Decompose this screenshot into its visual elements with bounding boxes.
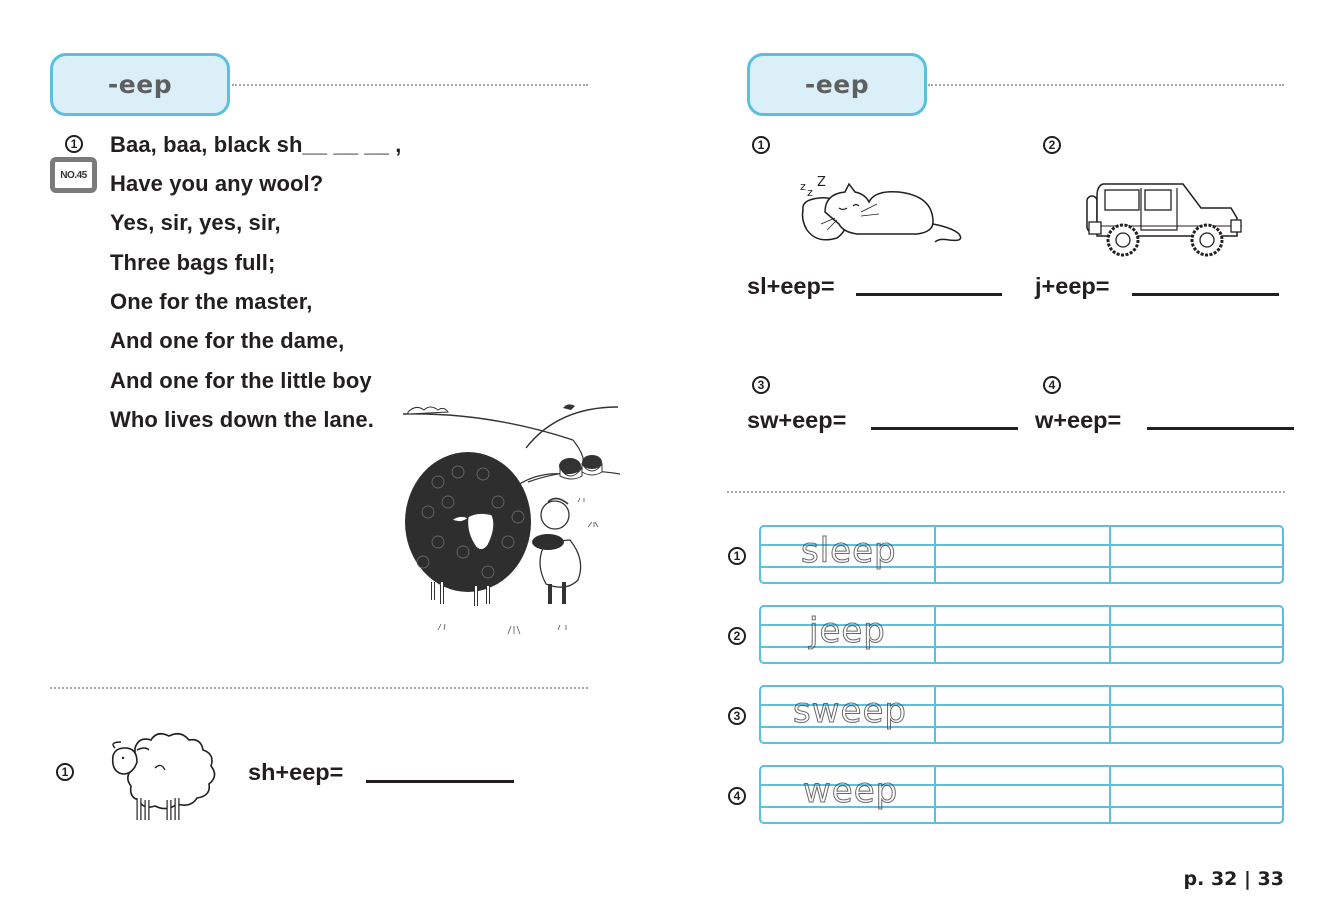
svg-text:Z: Z	[817, 175, 826, 190]
cell-divider	[1109, 687, 1111, 742]
answer-blank[interactable]	[1132, 293, 1279, 296]
cell-divider	[934, 687, 936, 742]
exercise-number: 1	[752, 136, 770, 154]
cell-divider	[1109, 607, 1111, 662]
poem-number: 1	[65, 135, 83, 153]
cell-divider	[934, 767, 936, 822]
exercise-number: 2	[1043, 136, 1061, 154]
poem-line: And one for the dame,	[110, 328, 345, 353]
poem-line: One for the master,	[110, 289, 313, 314]
tracing-number: 1	[728, 547, 746, 565]
jeep-icon	[1083, 180, 1248, 265]
tracing-grid[interactable]	[759, 525, 1284, 584]
exercise-number: 3	[752, 376, 770, 394]
page-numbers: p. 32 | 33	[1183, 868, 1284, 890]
track-badge: NO.45	[50, 157, 97, 193]
exercise-number: 4	[1043, 376, 1061, 394]
cell-divider	[1109, 767, 1111, 822]
exercise-number: 1	[56, 763, 74, 781]
tracing-number: 2	[728, 627, 746, 645]
svg-text:z: z	[800, 180, 806, 193]
phonics-tag: -eep	[747, 53, 927, 116]
exercise-equation: sh+eep=	[248, 759, 344, 785]
exercise-equation: w+eep=	[1035, 407, 1122, 433]
cell-divider	[934, 527, 936, 582]
answer-blank[interactable]	[1147, 427, 1294, 430]
sheep-icon	[105, 728, 225, 828]
trace-word: weep	[803, 771, 899, 811]
black-sheep-illustration-icon	[398, 402, 620, 647]
tracing-grid[interactable]	[759, 605, 1284, 664]
answer-blank[interactable]	[871, 427, 1018, 430]
sleeping-cat-icon	[795, 172, 970, 244]
poem-line: Have you any wool?	[110, 171, 324, 196]
exercise-equation: sl+eep=	[747, 273, 835, 299]
tracing-grid[interactable]	[759, 685, 1284, 744]
exercise-equation: j+eep=	[1035, 273, 1110, 299]
answer-blank[interactable]	[856, 293, 1002, 296]
answer-blank[interactable]	[366, 780, 514, 783]
cell-divider	[1109, 527, 1111, 582]
trace-word: jeep	[809, 611, 886, 651]
poem-line: And one for the little boy	[110, 368, 372, 393]
exercise-equation: sw+eep=	[747, 407, 847, 433]
trace-word: sleep	[801, 531, 897, 571]
poem-line: Three bags full;	[110, 250, 276, 275]
header-divider	[928, 84, 1284, 86]
poem-line: Who lives down the lane.	[110, 407, 374, 432]
section-divider	[727, 491, 1285, 493]
section-divider	[50, 687, 588, 689]
tracing-grid[interactable]	[759, 765, 1284, 824]
tracing-number: 3	[728, 707, 746, 725]
trace-word: sweep	[793, 691, 907, 731]
tracing-number: 4	[728, 787, 746, 805]
phonics-tag: -eep	[50, 53, 230, 116]
poem-line: Baa, baa, black sh__ __ __ ,	[110, 132, 402, 157]
cell-divider	[934, 607, 936, 662]
header-divider	[232, 84, 588, 86]
poem-line: Yes, sir, yes, sir,	[110, 210, 281, 235]
svg-text:z: z	[807, 186, 813, 199]
